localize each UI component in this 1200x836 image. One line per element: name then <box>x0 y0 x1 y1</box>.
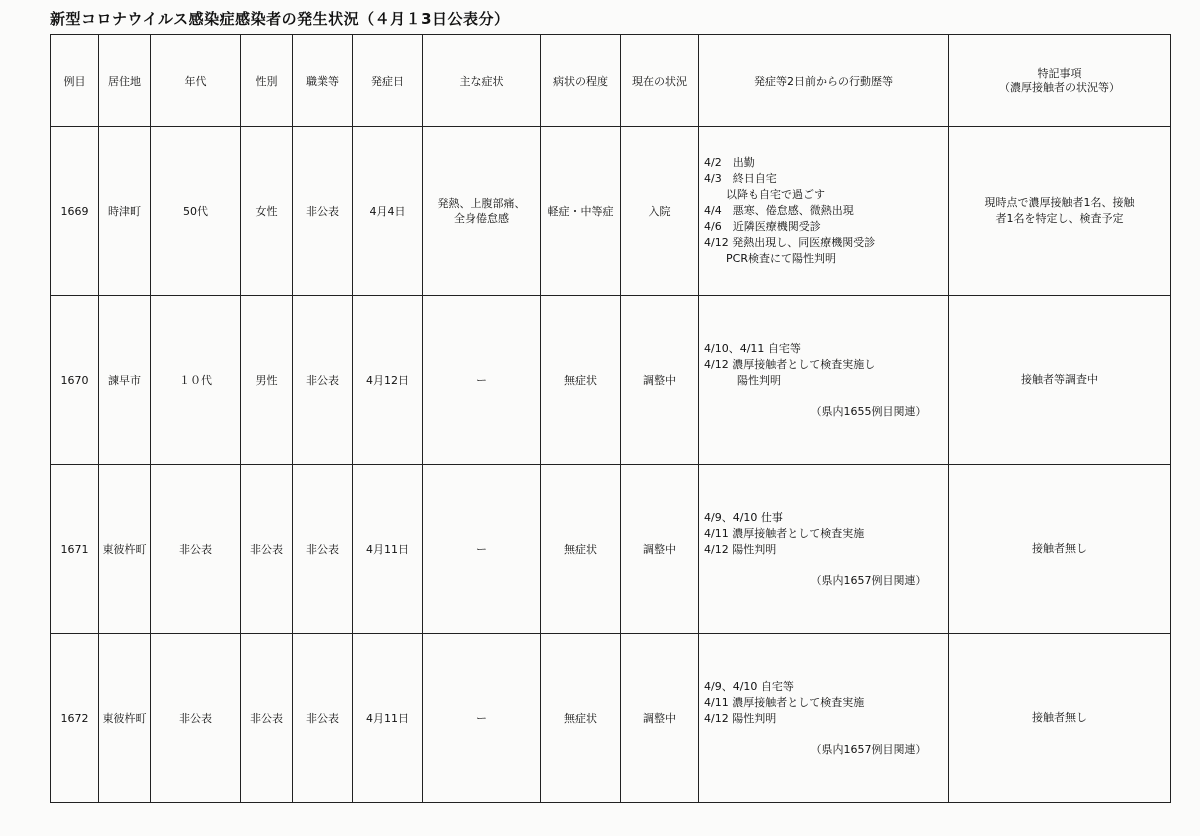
case-no: 1670 <box>51 296 99 465</box>
case-no: 1671 <box>51 465 99 634</box>
activity-history <box>699 634 949 803</box>
header-sex: 性別 <box>241 35 293 127</box>
header-row <box>51 35 1171 127</box>
activity-history <box>699 465 949 634</box>
onset-date: 4月11日 <box>353 634 423 803</box>
related-case-reference: （県内1655例目関連） <box>810 405 927 418</box>
related-case-reference: （県内1657例目関連） <box>810 743 927 756</box>
onset-date: 4月4日 <box>353 127 423 296</box>
occupation: 非公表 <box>293 296 353 465</box>
special-notes: 接触者等調査中 <box>949 296 1171 465</box>
related-case-reference: （県内1657例目関連） <box>810 574 927 587</box>
symptoms: ー <box>423 296 541 465</box>
onset-date: 4月12日 <box>353 296 423 465</box>
activity-history <box>699 296 949 465</box>
severity: 無症状 <box>541 296 621 465</box>
table-row <box>51 127 1171 296</box>
header-case-no: 例目 <box>51 35 99 127</box>
current-status: 調整中 <box>621 465 699 634</box>
sex: 男性 <box>241 296 293 465</box>
table-row <box>51 296 1171 465</box>
table-row <box>51 465 1171 634</box>
header-occupation: 職業等 <box>293 35 353 127</box>
special-notes: 現時点で濃厚接触者1名、接触 者1名を特定し、検査予定 <box>949 127 1171 296</box>
header-notes: 特記事項 （濃厚接触者の状況等） <box>949 35 1171 127</box>
occupation: 非公表 <box>293 634 353 803</box>
activity-history-text: 4/9、4/10 自宅等 4/11 濃厚接触者として検査実施 4/12 陽性判明 <box>704 680 865 725</box>
symptoms: ー <box>423 634 541 803</box>
cases-table <box>50 34 1171 803</box>
activity-history <box>699 127 949 296</box>
residence: 諫早市 <box>99 296 151 465</box>
age: 非公表 <box>151 634 241 803</box>
occupation: 非公表 <box>293 465 353 634</box>
severity: 無症状 <box>541 465 621 634</box>
severity: 軽症・中等症 <box>541 127 621 296</box>
current-status: 調整中 <box>621 296 699 465</box>
occupation: 非公表 <box>293 127 353 296</box>
header-history: 発症等2日前からの行動歴等 <box>699 35 949 127</box>
activity-history-text: 4/10、4/11 自宅等 4/12 濃厚接触者として検査実施し 陽性判明 <box>704 342 876 387</box>
special-notes: 接触者無し <box>949 634 1171 803</box>
header-age: 年代 <box>151 35 241 127</box>
header-status: 現在の状況 <box>621 35 699 127</box>
symptoms: ー <box>423 465 541 634</box>
special-notes: 接触者無し <box>949 465 1171 634</box>
case-no: 1672 <box>51 634 99 803</box>
age: 非公表 <box>151 465 241 634</box>
activity-history-text: 4/2 出勤 4/3 終日自宅 以降も自宅で過ごす 4/4 悪寒、倦怠感、微熱出現 4/6 近隣医療機関受診 4/12 発熱出現し、同医療機関受診 PCR検査にて陽性判明 <box>704 156 876 265</box>
sex: 女性 <box>241 127 293 296</box>
age: 50代 <box>151 127 241 296</box>
activity-history-text: 4/9、4/10 仕事 4/11 濃厚接触者として検査実施 4/12 陽性判明 <box>704 511 865 556</box>
residence: 東彼杵町 <box>99 465 151 634</box>
case-no: 1669 <box>51 127 99 296</box>
header-onset: 発症日 <box>353 35 423 127</box>
onset-date: 4月11日 <box>353 465 423 634</box>
current-status: 調整中 <box>621 634 699 803</box>
header-residence: 居住地 <box>99 35 151 127</box>
sex: 非公表 <box>241 465 293 634</box>
page-title: 新型コロナウイルス感染症感染者の発生状況（４月１3日公表分） <box>50 10 510 28</box>
header-symptoms: 主な症状 <box>423 35 541 127</box>
residence: 東彼杵町 <box>99 634 151 803</box>
severity: 無症状 <box>541 634 621 803</box>
header-severity: 病状の程度 <box>541 35 621 127</box>
age: １０代 <box>151 296 241 465</box>
residence: 時津町 <box>99 127 151 296</box>
table-row <box>51 634 1171 803</box>
sex: 非公表 <box>241 634 293 803</box>
symptoms: 発熱、上腹部痛、 全身倦怠感 <box>423 127 541 296</box>
current-status: 入院 <box>621 127 699 296</box>
